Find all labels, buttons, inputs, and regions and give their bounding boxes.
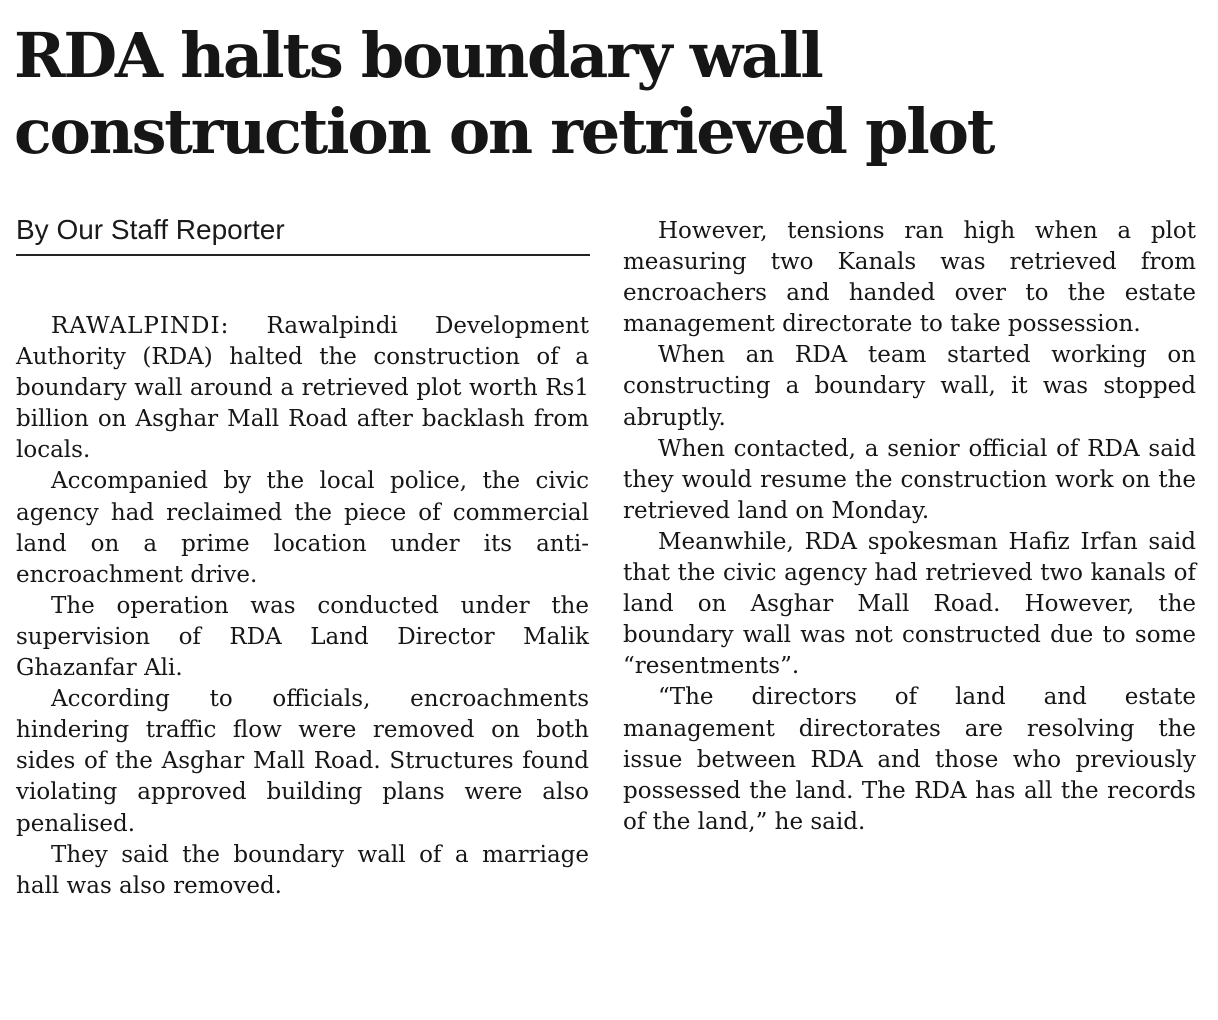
article-paragraph: However, tensions ran high when a plot measuring two Kanals was retrieved from encroachers and handed over to the estate management directorate to take possession. [623, 218, 1196, 338]
article-paragraph: When contacted, a senior official of RDA said they would resume the construction work on the retrieved land on Monday. [623, 435, 1196, 524]
article-paragraph: “The directors of land and estate management directorates are resolving the issue between RDA and those who previously possessed the land. The RDA has all the records of the land,” he said. [623, 684, 1196, 835]
paragraph-text: Rawalpindi Development Authority (RDA) halted the construction of a boundary wall around a retrieved plot worth Rs1 billion on Asghar Mall Road after backlash from locals. [16, 313, 589, 464]
headline: RDA halts boundary wall construction on retrieved plot [14, 19, 994, 168]
article-paragraph: According to officials, encroachments hindering traffic flow were removed on both sides of the Asghar Mall Road. Structures found violating approved building plans were also penalised. [16, 686, 589, 837]
dateline: RAWALPINDI: [51, 313, 230, 339]
byline: By Our Staff Reporter [16, 212, 590, 256]
article-column-left [16, 311, 589, 902]
article-paragraph [16, 311, 589, 466]
article-paragraph: When an RDA team started working on constructing a boundary wall, it was stopped abruptly. [623, 342, 1196, 431]
article-paragraph: Meanwhile, RDA spokesman Hafiz Irfan said that the civic agency had retrieved two kanals of land on Asghar Mall Road. However, the boundary wall was not constructed due to some “resentments”. [623, 528, 1196, 680]
article-paragraph: The operation was conducted under the supervision of RDA Land Director Malik Ghazanfar Ali. [16, 592, 589, 682]
article-paragraph: They said the boundary wall of a marriage hall was also removed. [16, 841, 589, 899]
article-paragraph: Accompanied by the local police, the civic agency had reclaimed the piece of commercial land on a prime location under its anti-encroachment drive. [16, 468, 589, 588]
article-column-right [623, 216, 1196, 838]
